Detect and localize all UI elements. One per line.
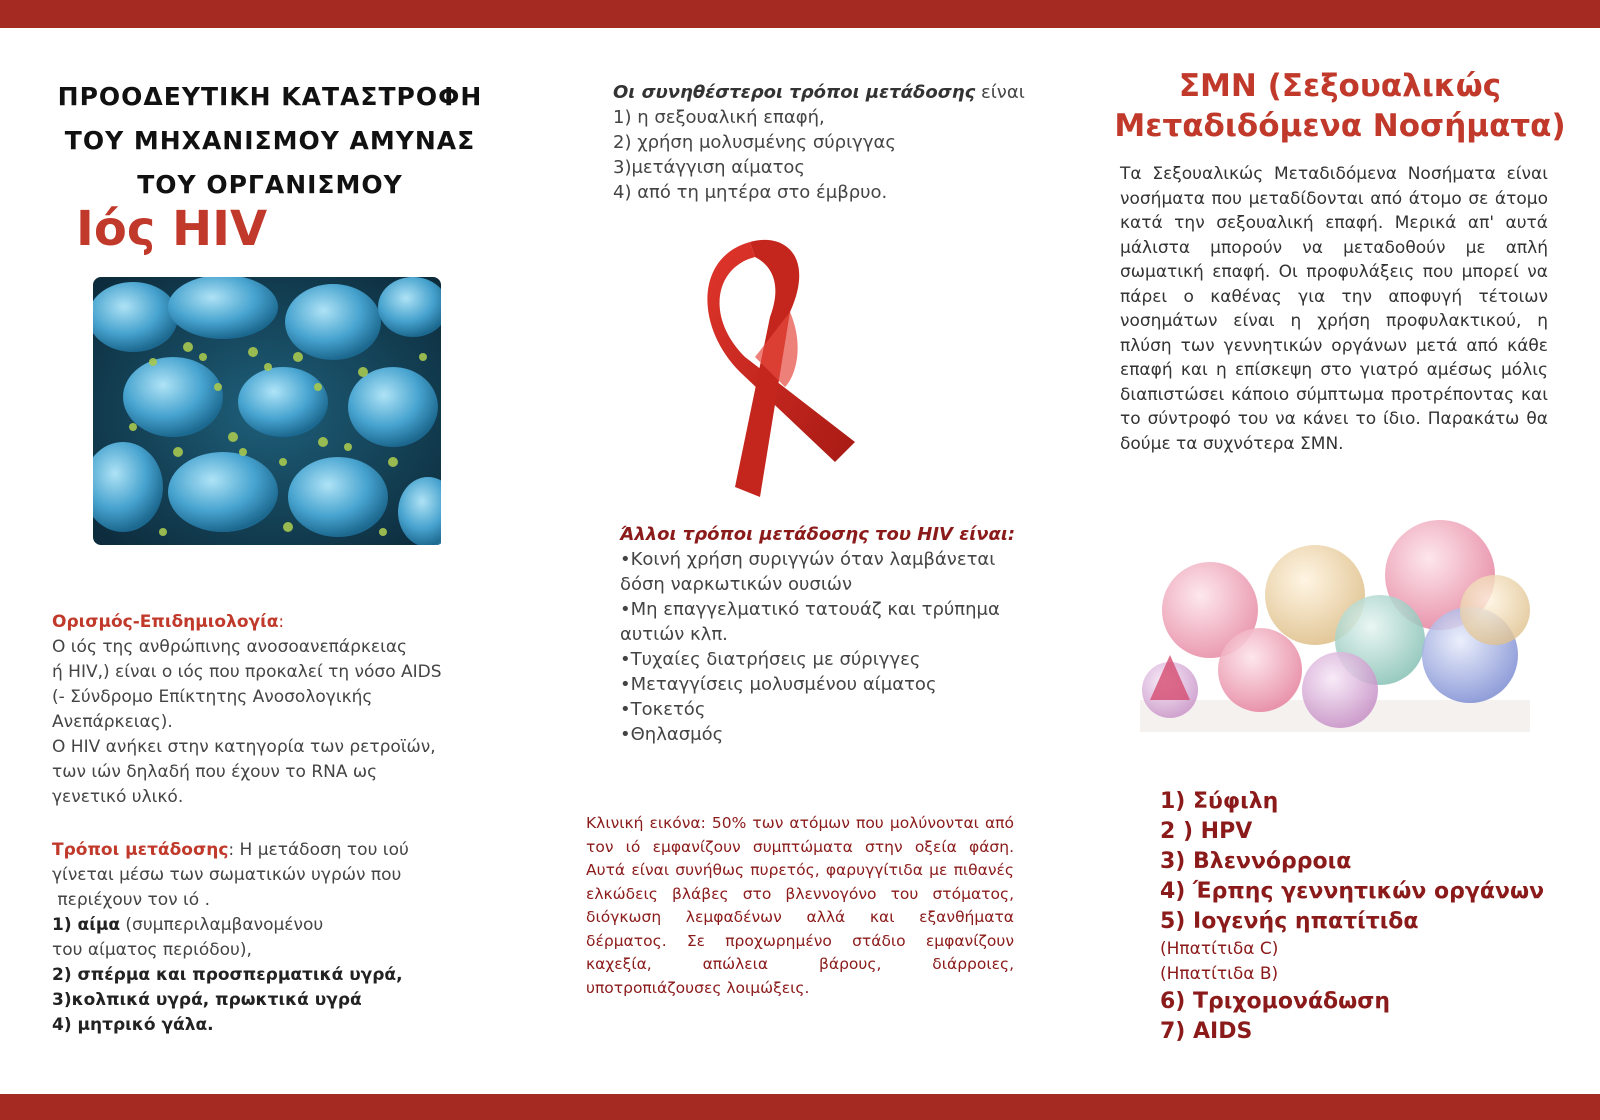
std-item-syphilis: 1) Σύφιλη — [1160, 789, 1279, 814]
std-subitem-hepatitis-b: (Ηπατίτιδα B) — [1160, 964, 1279, 984]
left-column — [50, 75, 500, 259]
clinical-picture: Κλινική εικόνα: 50% των ατόμων που μολύνονται από τον ιό εμφανίζουν συμπτώματα στην οξεία φάση. Αυτά είναι συνήθως πυρετός, φαρυγγίτιδα με πιθανές ελκώδεις βλάβες στο βλεννογόνο του στόματος, διόγκωση λεμφαδένων αλλά και εξανθήματα δέρματος. Σε προχωρημένο στάδιο εμφανίζουν καχεξία, απώλεια βάρους, διάρροιες, υποτροπιάζουσες λοιμώξεις. — [586, 814, 1014, 997]
definition-label: Ορισμός-Επιδημιολογία — [52, 612, 279, 632]
common-transmission-section: Οι συνηθέστεροι τρόποι μετάδοσης είναι 1) η σεξουαλική επαφή, 2) χρήση μολυσμένης σύριγγας 3)μετάγγιση αίματος 4) από τη μητέρα στο έμβρυο. — [613, 82, 1025, 203]
std-item-herpes: 4) Έρπης γεννητικών οργάνων — [1160, 879, 1545, 904]
virus-micrograph-image — [93, 277, 441, 545]
transmission-label: Τρόποι μετάδοσης — [52, 840, 229, 860]
stds-title: ΣΜΝ (Σεξουαλικώς Μεταδιδόμενα Νοσήματα) — [1114, 68, 1566, 144]
main-heading: ΠΡΟΟΔΕΥΤΙΚΗ ΚΑΤΑΣΤΡΟΦΗ ΤΟΥ ΜΗΧΑΝΙΣΜΟΥ ΑΜΥΝΑΣ ΤΟΥ ΟΡΓΑΝΙΣΜΟΥ — [57, 82, 483, 199]
std-item-hepatitis: 5) Ιογενής ηπατίτιδα — [1160, 909, 1419, 934]
bottom-band — [0, 1094, 1600, 1120]
other-heading: Άλλοι τρόποι μετάδοσης του HIV είναι: — [620, 524, 1016, 545]
definition-section: Ορισμός-Επιδημιολογία: Ο ιός της ανθρώπινης ανοσοανεπάρκειας ή HIV,) είναι ο ιός που προκαλεί τη νόσο AIDS (- Σύνδρομο Επίκτητης Ανοσολογικής Ανεπάρκειας). Ο HIV ανήκει στην κατηγορία των ρετροϊών, των ιών δηλαδή που έχουν το RNA ως γενετικό υλικό. — [52, 612, 442, 807]
other-transmission-section: Άλλοι τρόποι μετάδοσης του HIV είναι: •Κοινή χρήση συριγγών όταν λαμβάνεται δόση ναρκωτικών ουσιών •Μη επαγγελματικό τατουάζ και τρύπημα αυτιών κλπ. •Τυχαίες διατρήσεις με σύριγγες •Μεταγγίσεις μολυσμένου αίματος •Τοκετός •Θηλασμός — [620, 522, 1040, 747]
stds-list — [1160, 787, 1580, 1047]
std-item-aids: 7) AIDS — [1160, 1019, 1253, 1044]
hiv-title: Ιός HIV — [76, 201, 268, 257]
std-item-hpv: 2 ) HPV — [1160, 819, 1253, 844]
red-ribbon-image — [695, 237, 880, 502]
stds-paragraph: Τα Σεξουαλικώς Μεταδιδόμενα Νοσήματα είναι νοσήματα που μεταδίδονται από άτομο σε άτομο κατά την σεξουαλική επαφή. Μερικά απ' αυτά μάλιστα μπορούν να μεταδοθούν με απλή σωματική επαφή. Οι προφυλάξεις που μπορεί να πάρει ο καθένας για την αποφυγή τέτοιων νοσημάτων είναι η χρήση προφυλακτικού, η πλύση των γεννητικών οργάνων μετά από κάθε επαφή και η επίσκεψη στο γιατρό αμέσως μόλις διαπιστώσει κάποιο σύμπτωμα προτρέποντας και το σύντροφό του να κάνει το ίδιο. Παρακάτω θα δούμε τα συχνότερα ΣΜΝ. — [1120, 164, 1548, 454]
transmission-section: Τρόποι μετάδοσης: Η μετάδοση του ιού γίνεται μέσω των σωματικών υγρών που περιέχουν τον ιό . 1) αίμα (συμπεριλαμβανομένου του αίματος περιόδου), 2) σπέρμα και προσπερματικά υγρά, 3)κολπικά υγρά, πρωκτικά υγρά 4) μητρικό γάλα. — [52, 840, 409, 1035]
std-item-gonorrhea: 3) Βλεννόρροια — [1160, 849, 1352, 874]
top-band — [0, 0, 1600, 28]
std-item-trichomoniasis: 6) Τριχομονάδωση — [1160, 989, 1391, 1014]
std-subitem-hepatitis-c: (Ηπατίτιδα C) — [1160, 939, 1279, 959]
condoms-image — [1140, 520, 1530, 732]
